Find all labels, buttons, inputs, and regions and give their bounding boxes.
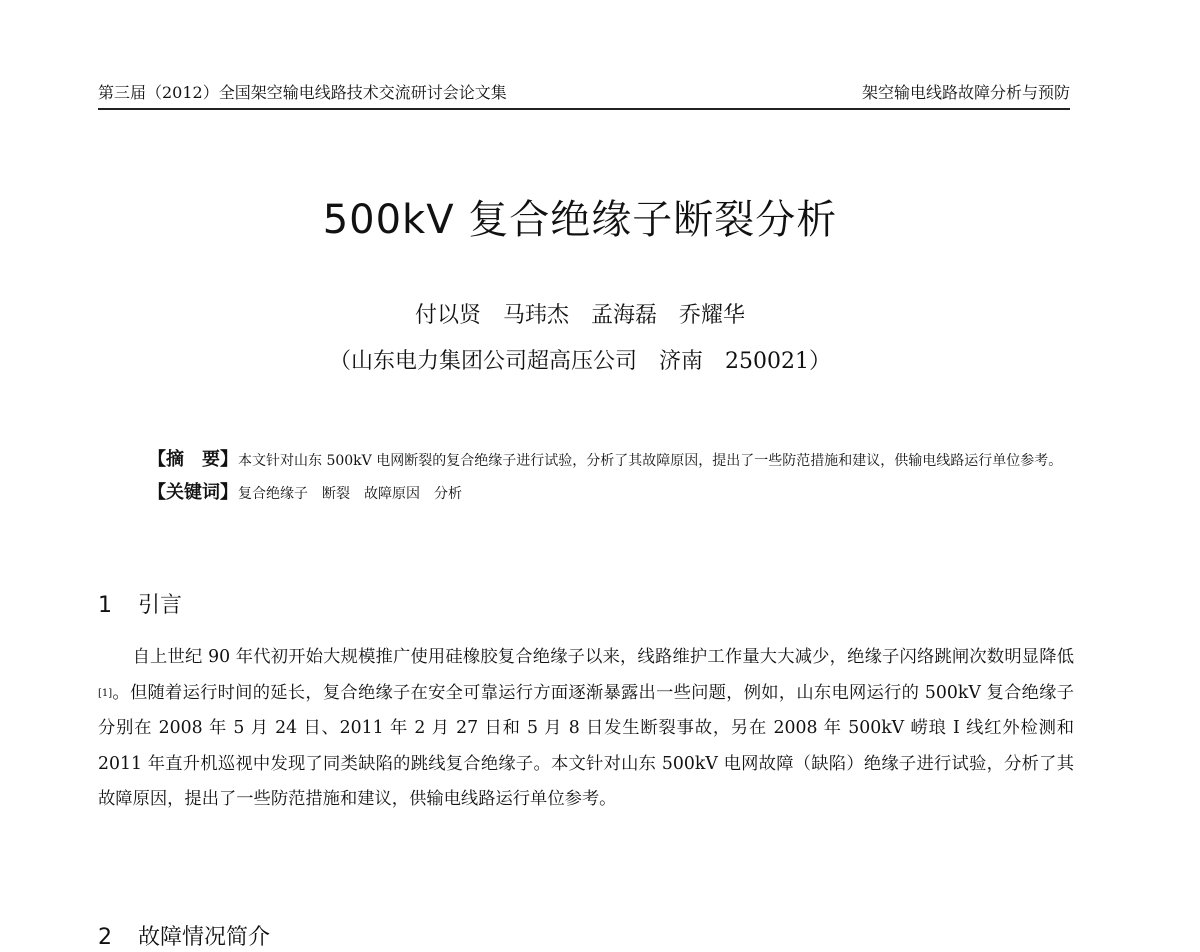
- section-number: 2: [98, 925, 112, 950]
- author-list: 付以贤 马玮杰 孟海磊 乔耀华: [414, 303, 745, 328]
- author-affiliation: （山东电力集团公司超高压公司 济南 250021）: [329, 349, 831, 374]
- intro-text-part1: 自上世纪 90 年代初开始大规模推广使用硅橡胶复合绝缘子以来，线路维护工作量大大减少，绝缘子闪络跳闸次数明显降低: [132, 647, 1074, 667]
- intro-text-part2: 。但随着运行时间的延长，复合绝缘子在安全可靠运行方面逐渐暴露出一些问题，例如，山东电网运行的 500kV 复合绝缘子分别在 2008 年 5 月 24 日、2011 年 2 月 27 日和 5 月 8 日发生断裂事故，另在 2008 年 500kV 崂琅 I 线红外检测和 2011 年直升机巡视中发现了同类缺陷的跳线复合绝缘子。本文针对山东 500kV 电网故障（缺陷）绝缘子进行试验，分析了其故障原因，提出了一些防范措施和建议，供输电线路运行单位参考。: [98, 682, 1074, 809]
- paper-title: 500kV 复合绝缘子断裂分析: [322, 197, 838, 243]
- keywords-paragraph: [98, 477, 1074, 510]
- section-heading-fault-overview: [98, 920, 270, 951]
- running-header: [98, 74, 1070, 110]
- introduction-body: [98, 640, 1074, 818]
- section-heading-introduction: [98, 588, 182, 619]
- abstract-paragraph: [98, 444, 1074, 477]
- header-section-title: 架空输电线路故障分析与预防: [861, 83, 1070, 102]
- section-number: 1: [98, 593, 112, 618]
- introduction-paragraph: [98, 640, 1074, 818]
- header-proceedings-title: 第三届（2012）全国架空输电线路技术交流研讨会论文集: [98, 83, 507, 102]
- abstract-label: 【摘 要】: [148, 449, 238, 470]
- citation-ref: [1]: [98, 687, 113, 699]
- keywords-label: 【关键词】: [148, 482, 238, 503]
- abstract-text: 本文针对山东 500kV 电网断裂的复合绝缘子进行试验，分析了其故障原因，提出了一些防范措施和建议，供输电线路运行单位参考。: [238, 453, 1063, 469]
- abstract-block: [98, 444, 1074, 510]
- section-title: 故障情况简介: [138, 925, 271, 950]
- keywords-text: 复合绝缘子 断裂 故障原因 分析: [238, 486, 462, 502]
- section-title: 引言: [138, 593, 183, 618]
